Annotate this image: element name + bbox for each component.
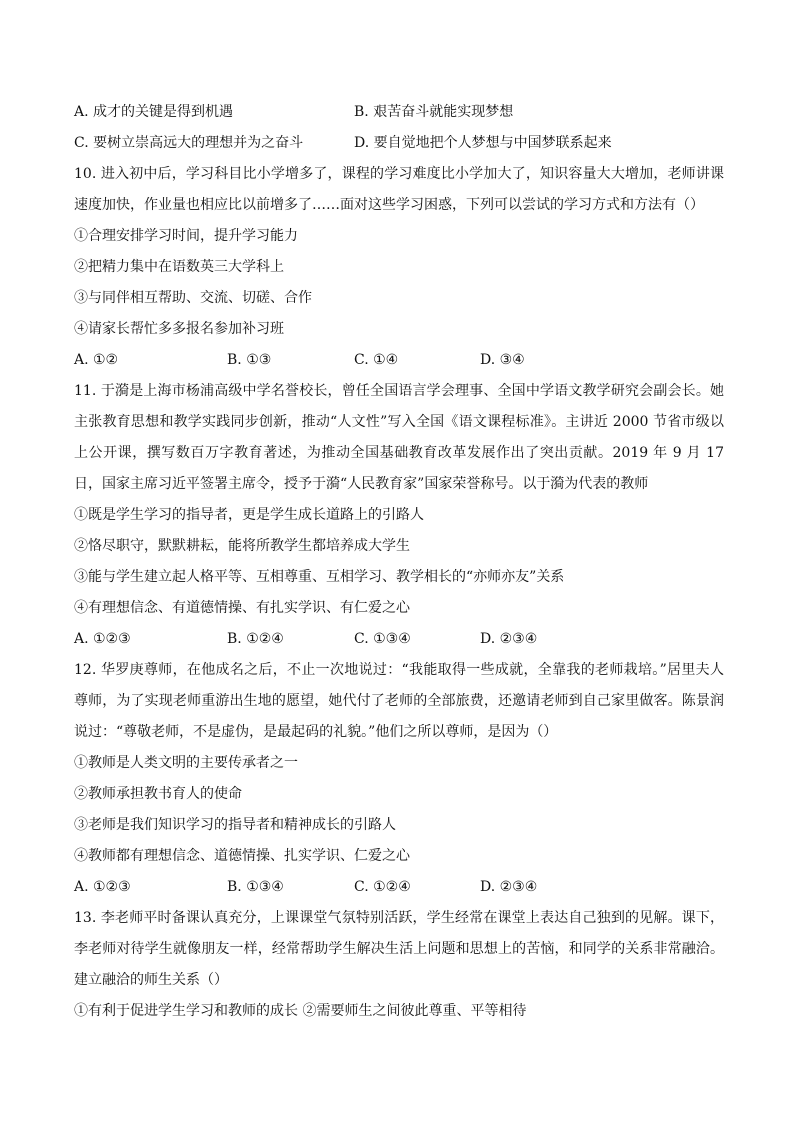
q11-options [74,624,724,655]
q11-item-1: ①既是学生学习的指导者，更是学生成长道路上的引路人 [74,507,424,523]
q11-item-3: ③能与学生建立起人格平等、互相尊重、互相学习、教学相长的“亦师亦友”关系 [74,569,565,585]
q13-stem: 13. 李老师平时备课认真充分，上课课堂气氛特别活跃，学生经常在课堂上表达自己独到的见解。课下，李老师对待学生就像朋友一样，经常帮助学生解决生活上问题和思想上的苦恼，和同学的关系非常融洽。建立融洽的师生关系（） [74,910,724,988]
q9-options-row-1 [74,97,724,128]
q10-item-3: ③与同伴相互帮助、交流、切磋、合作 [74,290,312,306]
q10-item-1: ①合理安排学习时间，提升学习能力 [74,228,298,244]
q9-option-d[interactable]: D. 要自觉地把个人梦想与中国梦联系起来 [354,135,612,151]
q13-items-line: ①有利于促进学生学习和教师的成长 ②需要师生之间彼此尊重、平等相待 [74,1003,527,1019]
q11-item-4: ④有理想信念、有道德情操、有扎实学识、有仁爱之心 [74,600,410,616]
q10-option-c[interactable]: C. ①④ [354,352,399,368]
q12-item-4: ④教师都有理想信念、道德情操、扎实学识、仁爱之心 [74,848,410,864]
q10-options [74,345,724,376]
q9-option-c[interactable]: C. 要树立崇高远大的理想并为之奋斗 [74,135,304,151]
q11-option-d[interactable]: D. ②③④ [480,631,538,647]
q11-option-a[interactable]: A. ①②③ [74,631,131,647]
q10-option-d[interactable]: D. ③④ [480,352,525,368]
q12-option-a[interactable]: A. ①②③ [74,879,131,895]
q12-item-3: ③老师是我们知识学习的指导者和精神成长的引路人 [74,817,396,833]
q12-option-c[interactable]: C. ①②④ [354,879,411,895]
q11-stem: 11. 于漪是上海市杨浦高级中学名誉校长，曾任全国语言学会理事、全国中学语文教学研究会副会长。她主张教育思想和教学实践同步创新，推动“人文性”写入全国《语文课程标准》。主讲近 2000 节省市级以上公开课，撰写数百万字教育著述，为推动全国基础教育改革发展作出了突出贡献。2019 年 9 月 17 日，国家主席习近平签署主席令，授予于漪“人民教育家”国家荣誉称号。以于漪为代表的教师 [74,383,724,492]
q11-item-2: ②恪尽职守，默默耕耘，能将所教学生都培养成大学生 [74,538,410,554]
q9-option-a[interactable]: A. 成才的关键是得到机遇 [74,104,234,120]
q10-option-b[interactable]: B. ①③ [227,352,272,368]
q11-option-b[interactable]: B. ①②④ [227,631,284,647]
q12-item-1: ①教师是人类文明的主要传承者之一 [74,755,298,771]
q10-stem: 10. 进入初中后，学习科目比小学增多了，课程的学习难度比小学加大了，知识容量大大增加，老师讲课速度加快，作业量也相应比以前增多了……面对这些学习困惑，下列可以尝试的学习方式和方法有（） [74,166,724,213]
q9-options-row-2 [74,128,724,159]
q12-option-b[interactable]: B. ①③④ [227,879,284,895]
q12-stem: 12. 华罗庚尊师，在他成名之后，不止一次地说过：“我能取得一些成就，全靠我的老师栽培。”居里夫人尊师，为了实现老师重游出生地的愿望，她代付了老师的全部旅费，还邀请老师到自己家里做客。陈景润说过：“尊敬老师，不是虚伪，是最起码的礼貌。”他们之所以尊师，是因为（） [74,662,724,740]
q12-option-d[interactable]: D. ②③④ [480,879,538,895]
q11-option-c[interactable]: C. ①③④ [354,631,411,647]
q9-option-b[interactable]: B. 艰苦奋斗就能实现梦想 [354,104,514,120]
q10-item-2: ②把精力集中在语数英三大学科上 [74,259,284,275]
exam-page [74,97,724,1027]
q10-option-a[interactable]: A. ①② [74,352,119,368]
q10-item-4: ④请家长帮忙多多报名参加补习班 [74,321,284,337]
q12-options [74,872,724,903]
q12-item-2: ②教师承担教书育人的使命 [74,786,242,802]
